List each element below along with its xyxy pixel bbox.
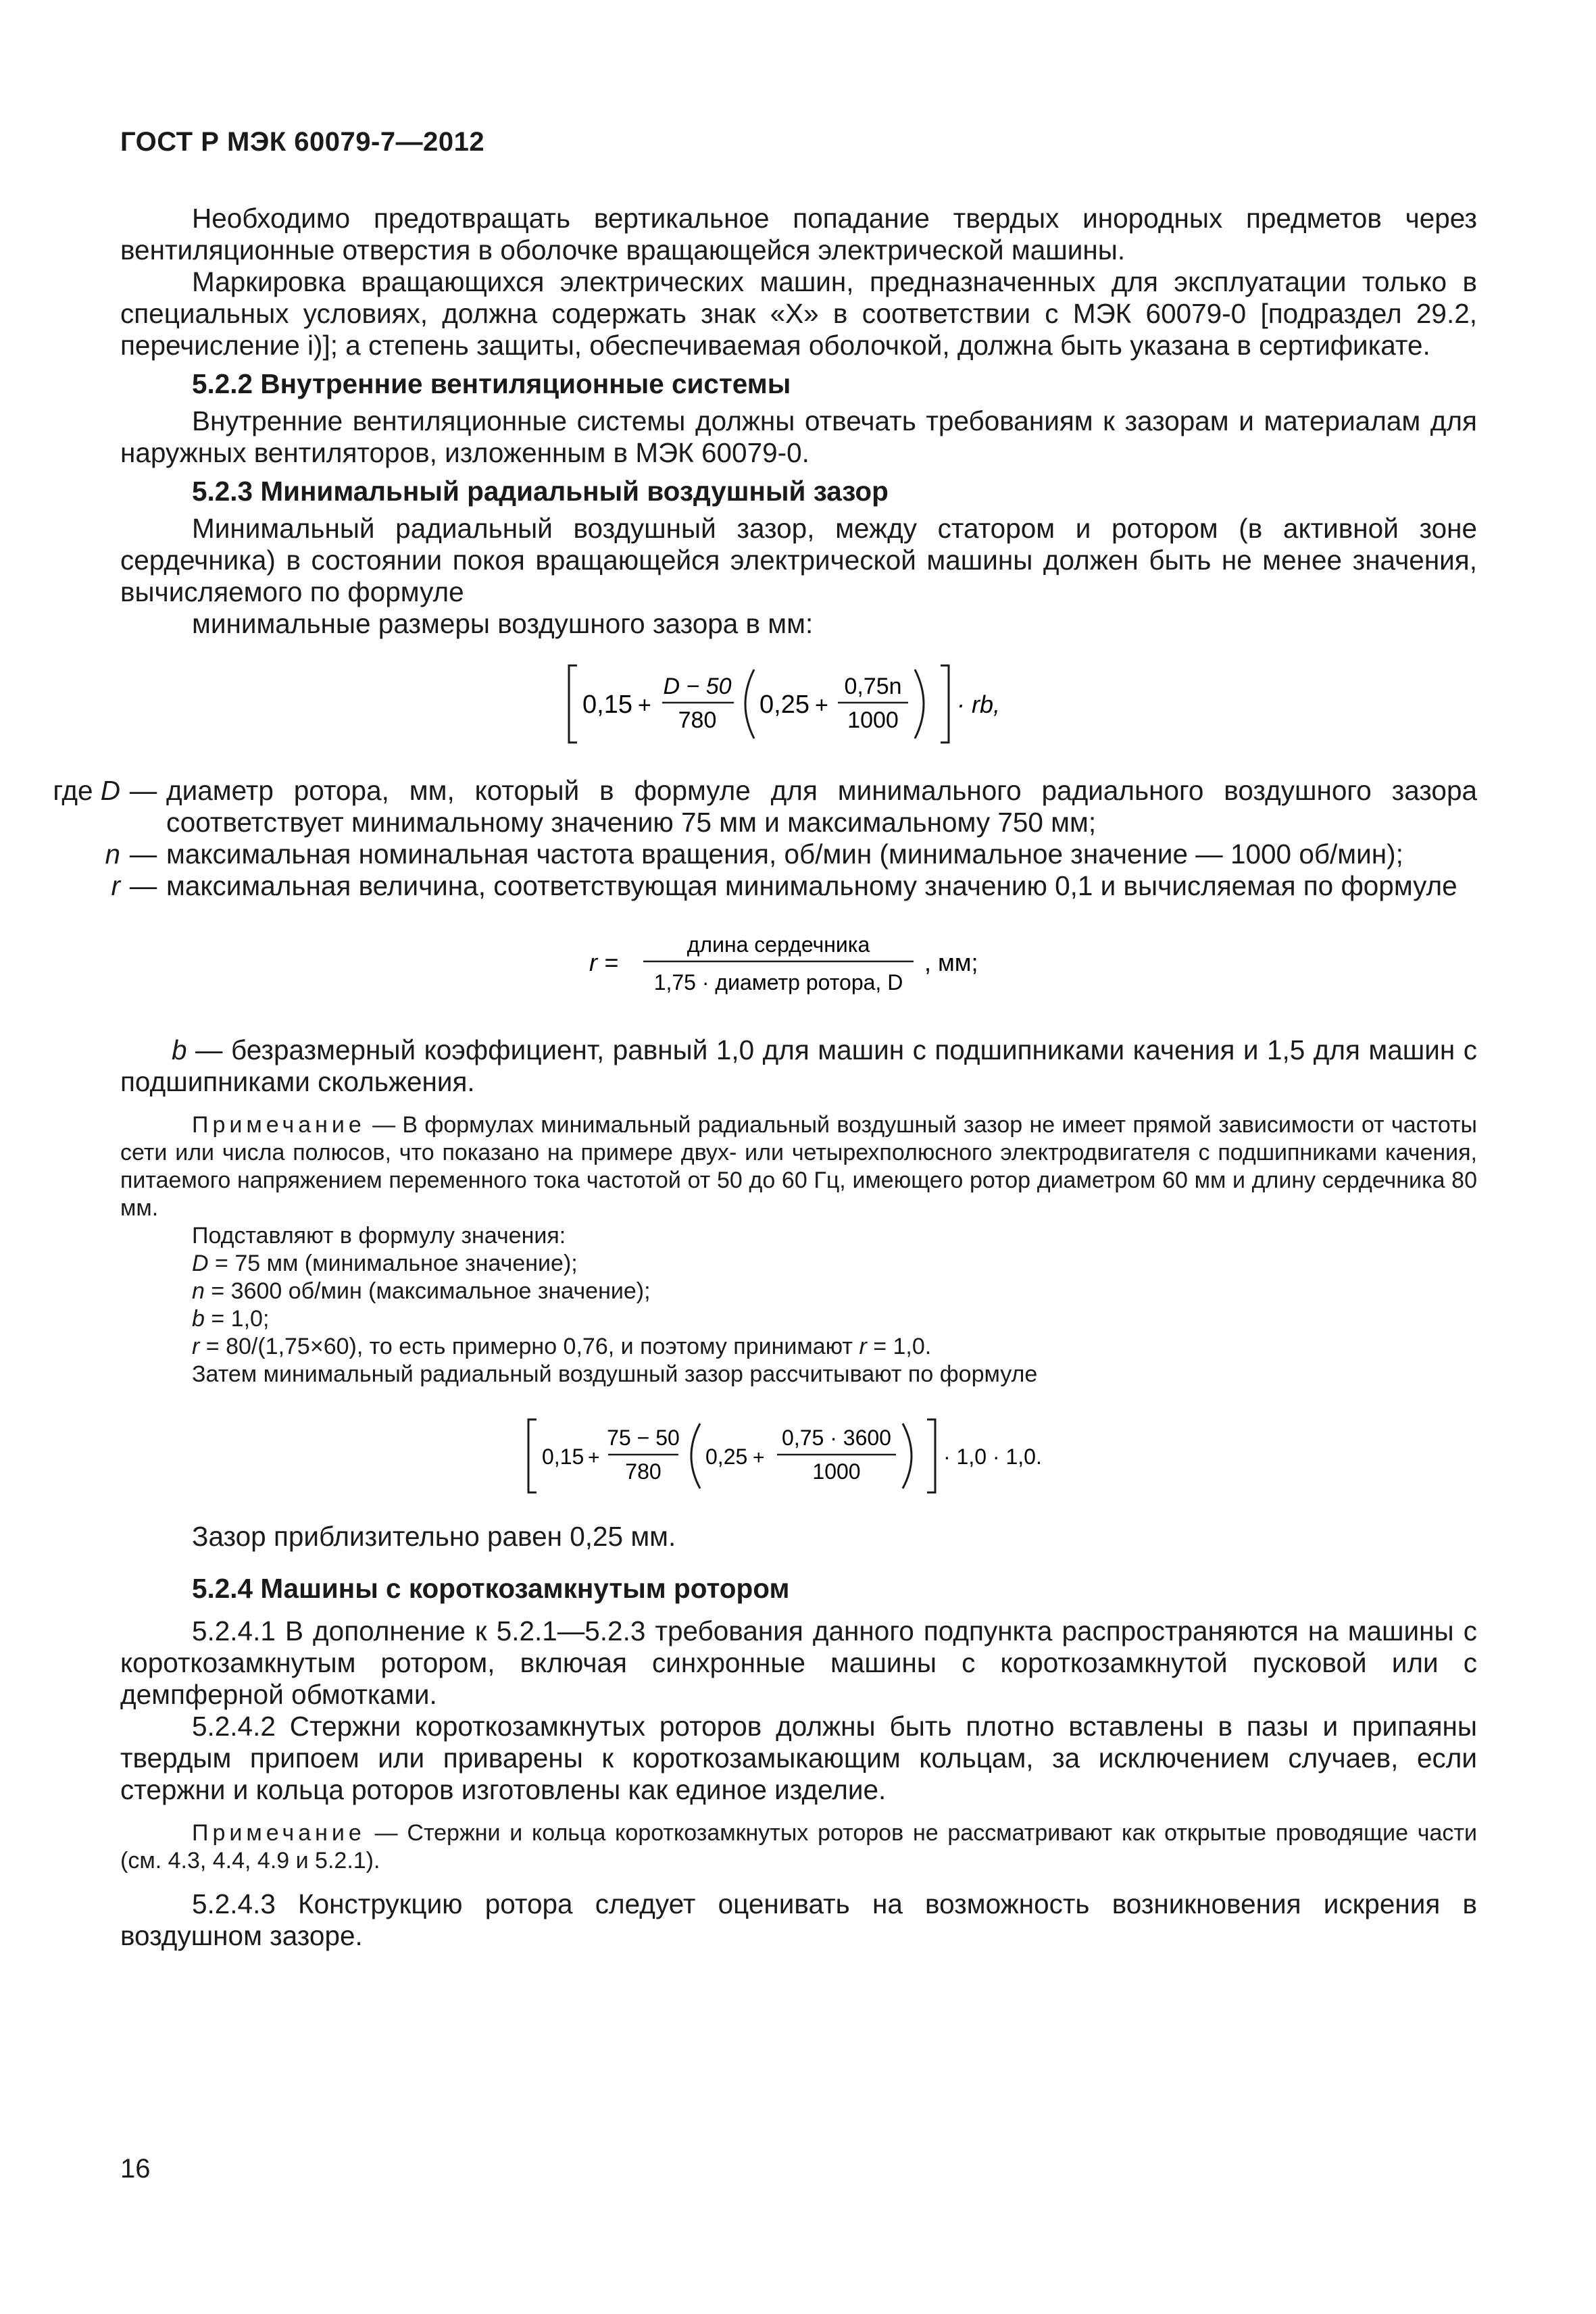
definition-D: где D — диаметр ротора, мм, который в формуле для минимального радиального воздушного зазора соответствует минимальному значению 75 мм и максимальному 750 мм; [4, 775, 1477, 838]
formula-example [120, 1415, 1477, 1496]
note-line-2: D = 75 мм (минимальное значение); [192, 1251, 578, 1276]
note-line-3: n = 3600 об/мин (максимальное значение); [192, 1278, 651, 1304]
formula-min-air-gap-svg [562, 660, 1035, 748]
page-number: 16 [120, 2154, 151, 2184]
formula3-num1: 75 − 50 [607, 1426, 680, 1450]
formula-r-svg [562, 926, 1035, 1001]
formula3-c1: 0,15 [542, 1444, 584, 1469]
formula1-plus1: + [638, 693, 651, 718]
left-paren [745, 670, 754, 738]
definition-n: n — максимальная номинальная частота вращения, об/мин (минимальное значение — 1000 об/мин); [105, 838, 1403, 870]
formula3-tail: · 1,0 · 1,0. [943, 1444, 1042, 1469]
note-line-5: r = 80/(1,75×60), то есть примерно 0,76, и поэтому принимают r = 1,0. [192, 1334, 932, 1359]
formula-r [120, 926, 1477, 1001]
formula3-plus1: + [588, 1447, 600, 1469]
section-5-2-3-subtext: минимальные размеры воздушного зазора в мм: [192, 608, 814, 639]
left-square-bracket [569, 665, 577, 743]
page-content [53, 203, 1477, 1952]
formula2-unit: , мм; [924, 949, 978, 976]
formula3-c2: 0,25 [705, 1444, 748, 1469]
note-label: Примечание [192, 1112, 366, 1138]
result-text: Зазор приблизительно равен 0,25 мм. [192, 1521, 676, 1552]
section-5-2-2-title: 5.2.2 Внутренние вентиляционные системы [192, 368, 791, 399]
formula1-num1: D − 50 [663, 674, 732, 699]
variable-definitions [53, 775, 1477, 902]
left-square-bracket [528, 1419, 537, 1492]
formula3-plus2: + [753, 1447, 765, 1469]
definition-r: r — максимальная величина, соответствующая минимальному значению 0,1 и вычисляемая по формуле [111, 870, 1457, 901]
right-paren [915, 670, 924, 738]
note-rotor-bars [120, 1819, 1477, 1875]
note-label: Примечание [192, 1820, 366, 1846]
formula2-den: 1,75 · диаметр ротора, D [653, 970, 903, 995]
formula1-tail: · rb, [957, 690, 1001, 718]
right-square-bracket [927, 1419, 935, 1492]
right-paren [903, 1424, 912, 1488]
formula1-plus2: + [815, 693, 828, 718]
section-5-2-4-3: 5.2.4.3 Конструкцию ротора следует оценивать на возможность возникновения искрения в воздушном зазоре. [120, 1888, 1477, 1951]
formula-min-air-gap [120, 660, 1477, 748]
formula3-den2: 1000 [812, 1459, 861, 1484]
formula3-den1: 780 [625, 1459, 662, 1484]
section-5-2-3-title: 5.2.3 Минимальный радиальный воздушный зазор [192, 476, 889, 507]
document-header: ГОСТ Р МЭК 60079-7—2012 [120, 127, 485, 157]
section-5-2-4-2: 5.2.4.2 Стержни короткозамкнутых роторов должны быть плотно вставлены в пазы и припаяны твердым припоем или приварены к короткозамыкающим кольцам, за исключением случаев, если стержни и кольца роторов изготовлены как единое изделие. [120, 1711, 1477, 1805]
section-5-2-4-1: 5.2.4.1 В дополнение к 5.2.1—5.2.3 требования данного подпункта распространяются на машины с короткозамкнутым ротором, включая синхронные машины с короткозамкнутой пусковой или с демпферной обмотками. [120, 1615, 1477, 1710]
note-line-4: b = 1,0; [192, 1306, 270, 1332]
note-line-6: Затем минимальный радиальный воздушный зазор рассчитывают по формуле [192, 1361, 1038, 1387]
left-paren [691, 1424, 700, 1488]
section-5-2-3-text: Минимальный радиальный воздушный зазор, между статором и ротором (в активной зоне сердечника) в состоянии покоя вращающейся электрической машины должен быть не менее значения, вычисляемого по формуле [120, 513, 1477, 607]
definition-b: b — безразмерный коэффициент, равный 1,0 для машин с подшипниками качения и 1,5 для машин с подшипниками скольжения. [120, 1034, 1477, 1097]
formula1-den1: 780 [678, 707, 717, 733]
formula1-c2: 0,25 [759, 690, 809, 719]
intro-paragraph-1: Необходимо предотвращать вертикальное попадание твердых инородных предметов через вентиляционные отверстия в оболочке вращающейся электрической машины. [120, 203, 1477, 266]
section-5-2-4-title: 5.2.4 Машины с короткозамкнутым ротором [192, 1573, 790, 1604]
intro-paragraph-2: Маркировка вращающихся электрических машин, предназначенных для эксплуатации только в специальных условиях, должна содержать знак «Х» в соответствии с МЭК 60079-0 [подраздел 29.2, перечисление i)]; а степень защиты, обеспечиваемая оболочкой, должна быть указана в сертификате. [120, 266, 1477, 361]
where-word: где D [53, 775, 120, 806]
formula1-num2: 0,75n [844, 674, 902, 699]
note-2-text: Примечание — Стержни и кольца короткозамкнутых роторов не рассматривают как открытые проводящие части (см. 4.3, 4.4, 4.9 и 5.2.1). [120, 1820, 1477, 1873]
section-5-2-2-text: Внутренние вентиляционные системы должны отвечать требованиям к зазорам и материалам для наружных вентиляторов, изложенным в МЭК 60079-0. [120, 405, 1477, 468]
formula2-num: длина сердечника [687, 932, 870, 957]
right-square-bracket [941, 665, 949, 743]
note-line-1: Подставляют в формулу значения: [192, 1223, 566, 1249]
formula-example-svg [522, 1415, 1076, 1496]
formula2-lhs: r = [589, 949, 619, 976]
note-air-gap [120, 1111, 1477, 1496]
formula1-c1: 0,15 [582, 690, 632, 719]
formula1-den2: 1000 [847, 707, 899, 733]
note-1-text: Примечание — В формулах минимальный радиальный воздушный зазор не имеет прямой зависимости от частоты сети или числа полюсов, что показано на примере двух- или четырехполюсного электродвигателя с подшипниками качения, питаемого напряжением переменного тока частотой от 50 до 60 Гц, имеющего ротор диаметром 60 мм и длину сердечника 80 мм. [120, 1112, 1477, 1221]
formula3-num2: 0,75 · 3600 [782, 1426, 891, 1450]
